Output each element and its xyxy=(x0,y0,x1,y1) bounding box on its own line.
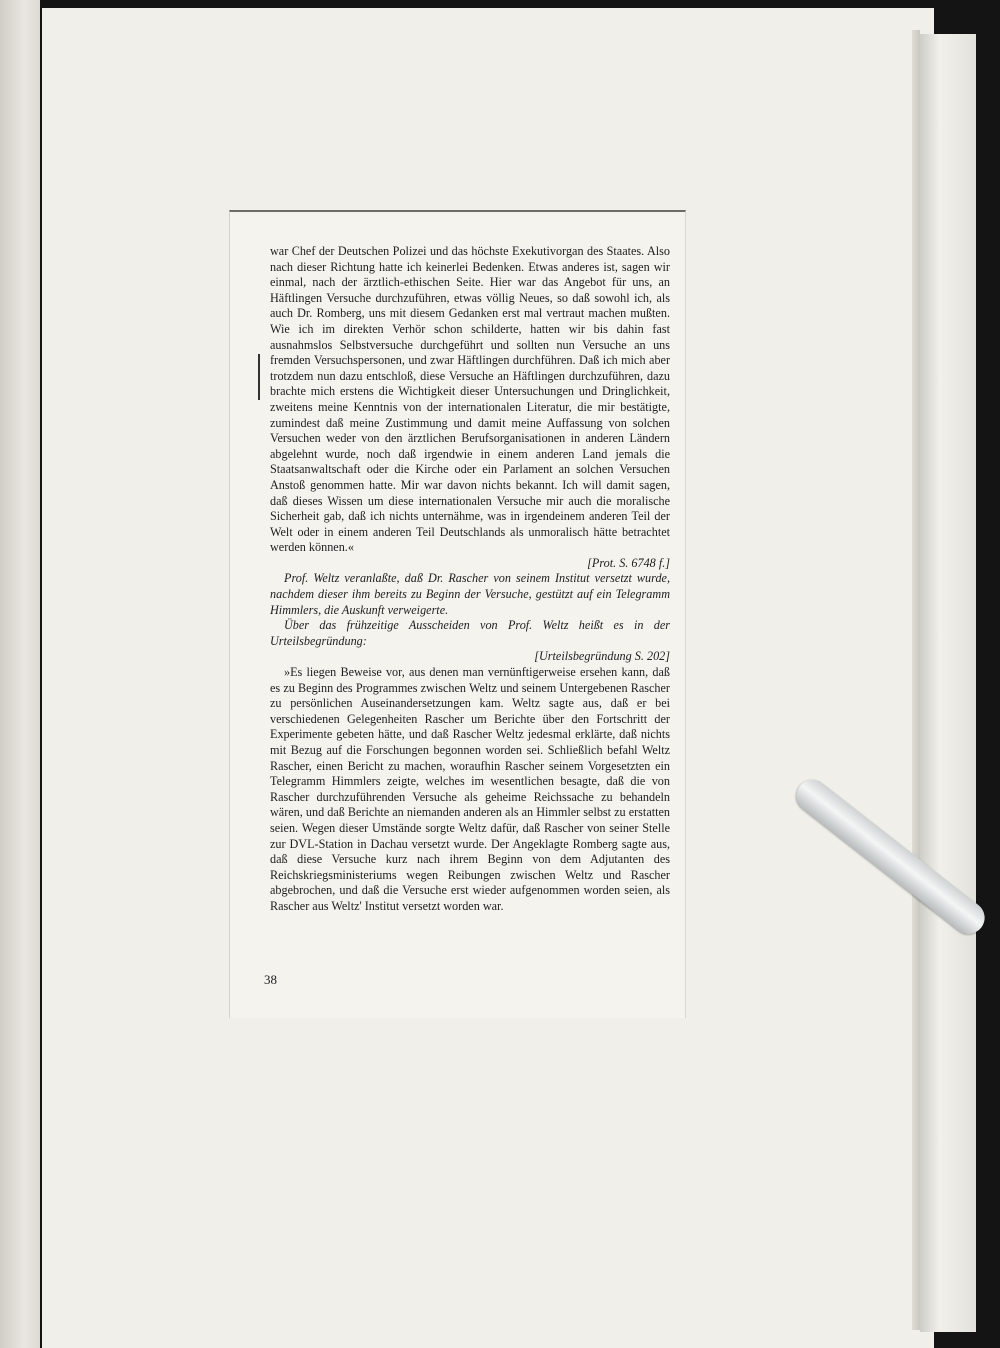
protocol-reference: [Prot. S. 6748 f.] xyxy=(587,555,670,570)
body-paragraph: war Chef der Deutschen Polizei und das höchste Exekutivorgan des Staates. Also nach dieser Richtung hatte ich keinerlei Bedenken. Etwas anderes ist, sagen wir einmal, nach der ärztlich-ethischen Seite. Hier war das Angebot für uns, an Häftlingen Versuche durchzuführen, etwas völlig Neues, so daß sowohl ich, als auch Dr. Romberg, uns mit diesem Gedanken erst mal vertraut machen mußten. Wie ich im direkten Verhör schon schilderte, hatten wir bis dahin fast ausnahmslos Selbstversuche durchgeführt und sollten nun Versuche an uns fremden Versuchspersonen, und zwar Häftlingen durchführen. Daß ich mich aber trotzdem nun dazu entschloß, diese Versuche an Häftlingen durchzuführen, dazu brachte mich erstens die Wichtigkeit dieser Untersuchungen und Dringlichkeit, zweitens meine Kenntnis von der internationalen Literatur, die mir bestätigte, zumindest daß meine Zustimmung und damit meine Auffassung von solchen Versuchen weder von den ärztlichen Berufsorganisationen in anderen Ländern abgelehnt wurde, noch daß irgendwie in einem anderen Land jemals die Staatsanwaltschaft oder die Kirche oder ein Parlament an solchen Versuchen Anstoß genommen hatte. Mir war davon nichts bekannt. Ich will damit sagen, daß dieses Wissen um diese internationalen Versuche mir auch die moralische Sicherheit gab, daß ich nichts unternähme, was in irgendeinem anderen Teil der Welt oder in einem anderen Teil Deutschlands als unmoralisch hätte betrachtet werden können.« xyxy=(270,244,670,555)
facing-page-edge xyxy=(0,0,40,1348)
quote-paragraph: »Es liegen Beweise vor, aus denen man vernünftigerweise ersehen kann, daß es zu Beginn des Programmes zwischen Weltz und seinem Untergebenen Rascher zu persönlichen Auseinandersetzungen kam. Weltz sagte aus, daß er bei verschiedenen Gelegenheiten Rascher um Berichte über den Fortschritt der Experimente gebeten hätte, und daß Rascher Weltz jedesmal erklärte, daß nichts mit Bezug auf die Forschungen begonnen worden sei. Schließlich befahl Weltz Rascher, einen Bericht zu machen, woraufhin Rascher seinem Vorgesetzten ein Telegramm Himmlers zeigte, welches im wesentlichen besagte, daß die von Rascher durchzuführenden Versuche als geheime Reichssache zu behandeln wären, und daß Berichte an niemanden anderen als an Himmler selbst zu erstatten seien. Wegen dieser Umstände sorgte Weltz dafür, daß Rascher von seiner Stelle zur DVL-Station in Dachau versetzt wurde. Der Angeklagte Romberg sagte aus, daß diese Versuche kurz nach ihrem Beginn von dem Adjutanten des Reichskriegsministeriums wegen Reibungen zwischen Weltz und Rascher abgebrochen, und daß die Versuche erst wieder aufgenommen worden seien, als Rascher aus Weltz' Institut versetzt worden war. xyxy=(270,665,670,913)
editorial-note-2: Über das frühzeitige Ausscheiden von Prof. Weltz heißt es in der Urteilsbegründung: xyxy=(270,618,670,648)
text-column xyxy=(270,244,670,915)
editorial-note-1: Prof. Weltz veranlaßte, daß Dr. Rascher von seinem Institut versetzt wurde, nachdem dieser ihm bereits zu Beginn der Versuche, gestützt auf ein Telegramm Himmlers, die Auskunft verweigerte. xyxy=(270,571,670,617)
judgment-reference: [Urteilsbegründung S. 202] xyxy=(534,649,670,664)
page-number: 38 xyxy=(264,972,277,987)
page-stack xyxy=(920,34,976,1332)
page-edge-shadow xyxy=(912,30,920,1330)
margin-mark xyxy=(258,354,260,400)
